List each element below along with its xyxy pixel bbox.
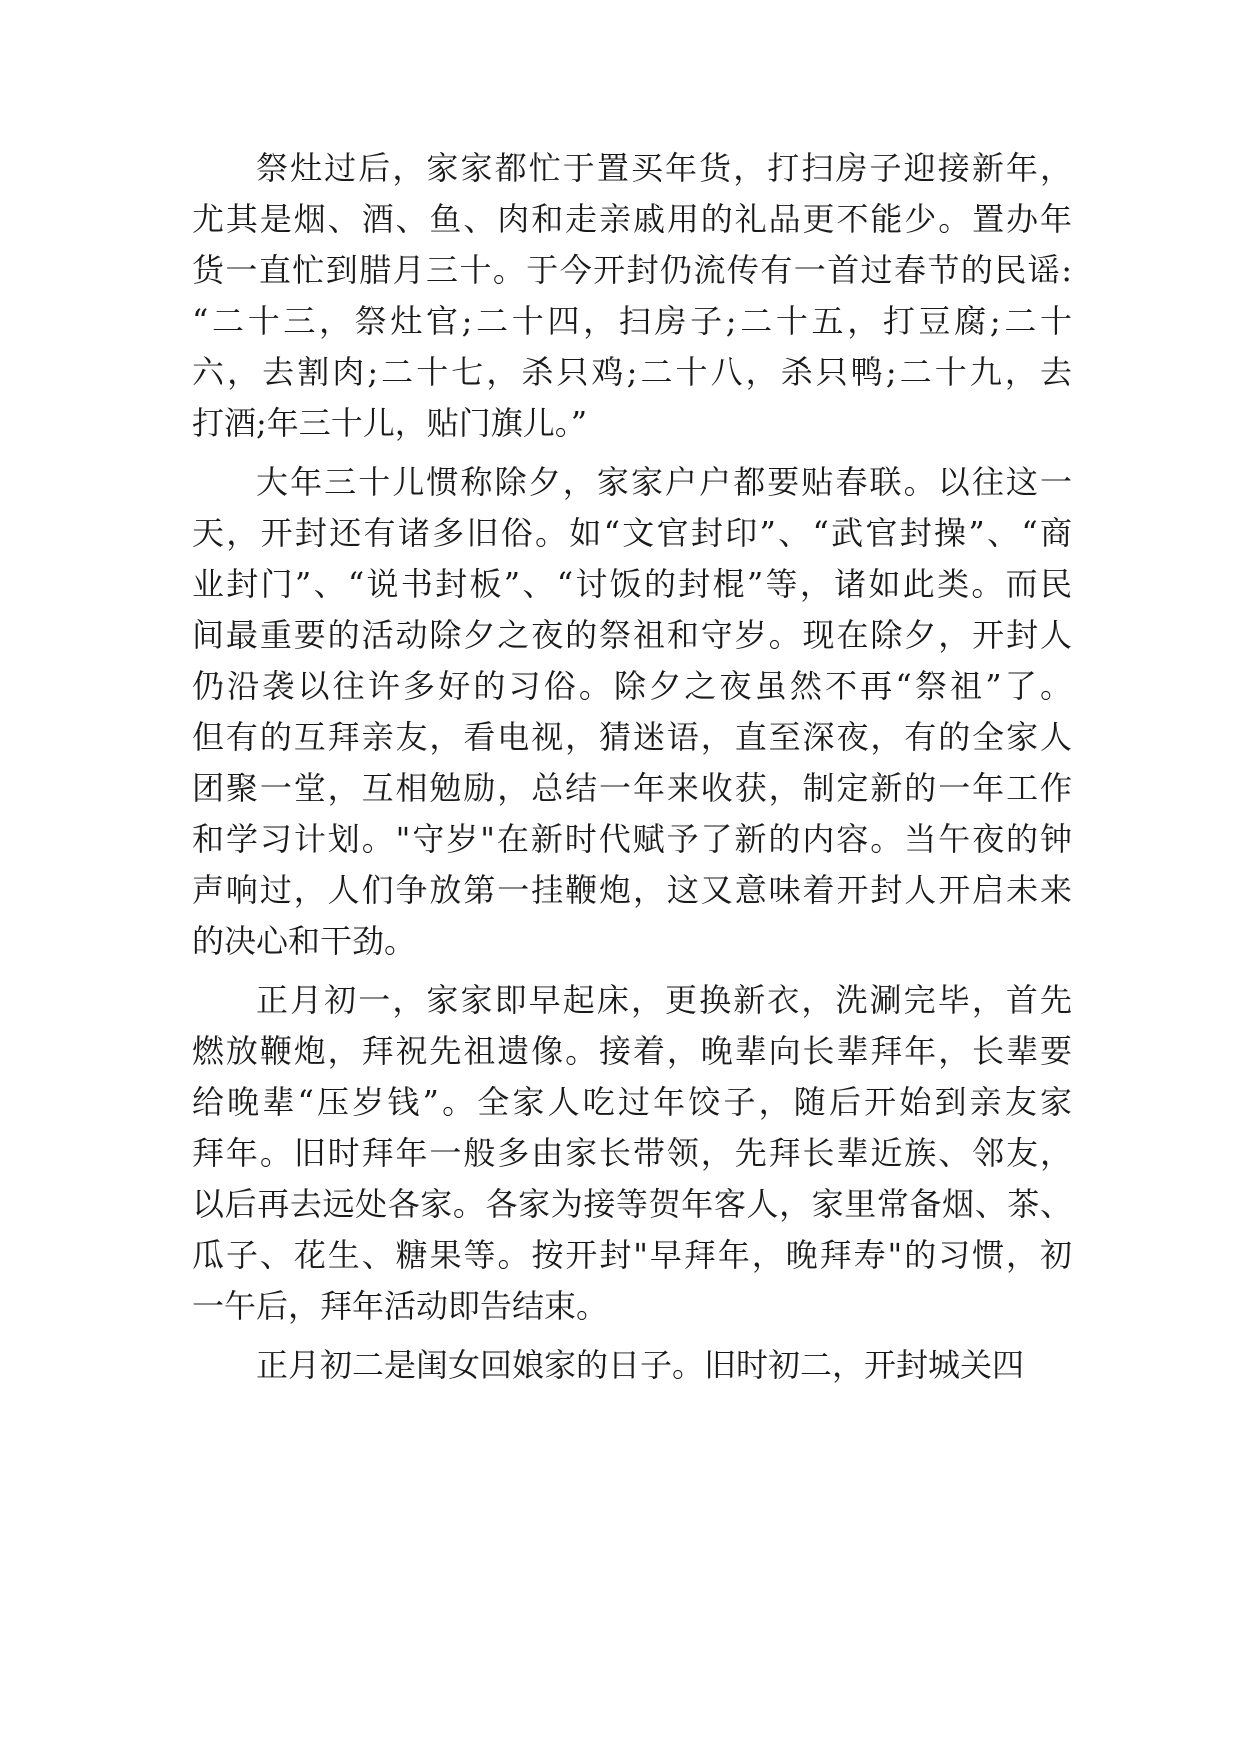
text-line: 以后再去远处各家。各家为接等贺年客人，家里常备烟、茶、 — [192, 1185, 1072, 1223]
text-line: 货一直忙到腊月三十。于今开封仍流传有一首过春节的民谣: — [192, 251, 1072, 289]
text-line: 团聚一堂，互相勉励，总结一年来收获，制定新的一年工作 — [192, 769, 1072, 807]
text-line: 给晚辈“压岁钱”。全家人吃过年饺子，随后开始到亲友家 — [192, 1083, 1072, 1121]
text-line: 和学习计划。"守岁"在新时代赋予了新的内容。当午夜的钟 — [192, 820, 1072, 858]
text-line: 正月初二是闺女回娘家的日子。旧时初二，开封城关四 — [256, 1346, 1025, 1384]
text-line: 祭灶过后，家家都忙于置买年货，打扫房子迎接新年， — [256, 149, 1072, 187]
text-line: 瓜子、花生、糖果等。按开封"早拜年，晚拜寿"的习惯，初 — [192, 1236, 1072, 1274]
text-line: 六，去割肉;二十七，杀只鸡;二十八，杀只鸭;二十九，去 — [192, 353, 1072, 391]
text-line: 燃放鞭炮，拜祝先祖遗像。接着，晚辈向长辈拜年，长辈要 — [192, 1032, 1072, 1070]
text-line: “二十三，祭灶官;二十四，扫房子;二十五，打豆腐;二十 — [192, 302, 1072, 340]
text-line: 但有的互拜亲友，看电视，猜迷语，直至深夜，有的全家人 — [192, 718, 1072, 756]
text-line: 仍沿袭以往许多好的习俗。除夕之夜虽然不再“祭祖”了。 — [192, 667, 1072, 705]
text-line: 大年三十儿惯称除夕，家家户户都要贴春联。以往这一 — [256, 463, 1072, 501]
text-line: 一午后，拜年活动即告结束。 — [192, 1287, 609, 1325]
text-line: 正月初一，家家即早起床，更换新衣，洗涮完毕，首先 — [256, 981, 1072, 1019]
text-line: 拜年。旧时拜年一般多由家长带领，先拜长辈近族、邻友， — [192, 1134, 1072, 1172]
text-line: 业封门”、“说书封板”、“讨饭的封棍”等，诸如此类。而民 — [192, 565, 1072, 603]
text-line: 声响过，人们争放第一挂鞭炮，这又意味着开封人开启未来 — [192, 871, 1072, 909]
text-line: 间最重要的活动除夕之夜的祭祖和守岁。现在除夕，开封人 — [192, 616, 1072, 654]
text-line: 打酒;年三十儿，贴门旗儿。” — [192, 404, 588, 442]
text-line: 的决心和干劲。 — [192, 922, 417, 960]
text-line: 尤其是烟、酒、鱼、肉和走亲戚用的礼品更不能少。置办年 — [192, 200, 1072, 238]
text-line: 天，开封还有诸多旧俗。如“文官封印”、“武官封操”、“商 — [192, 514, 1072, 552]
